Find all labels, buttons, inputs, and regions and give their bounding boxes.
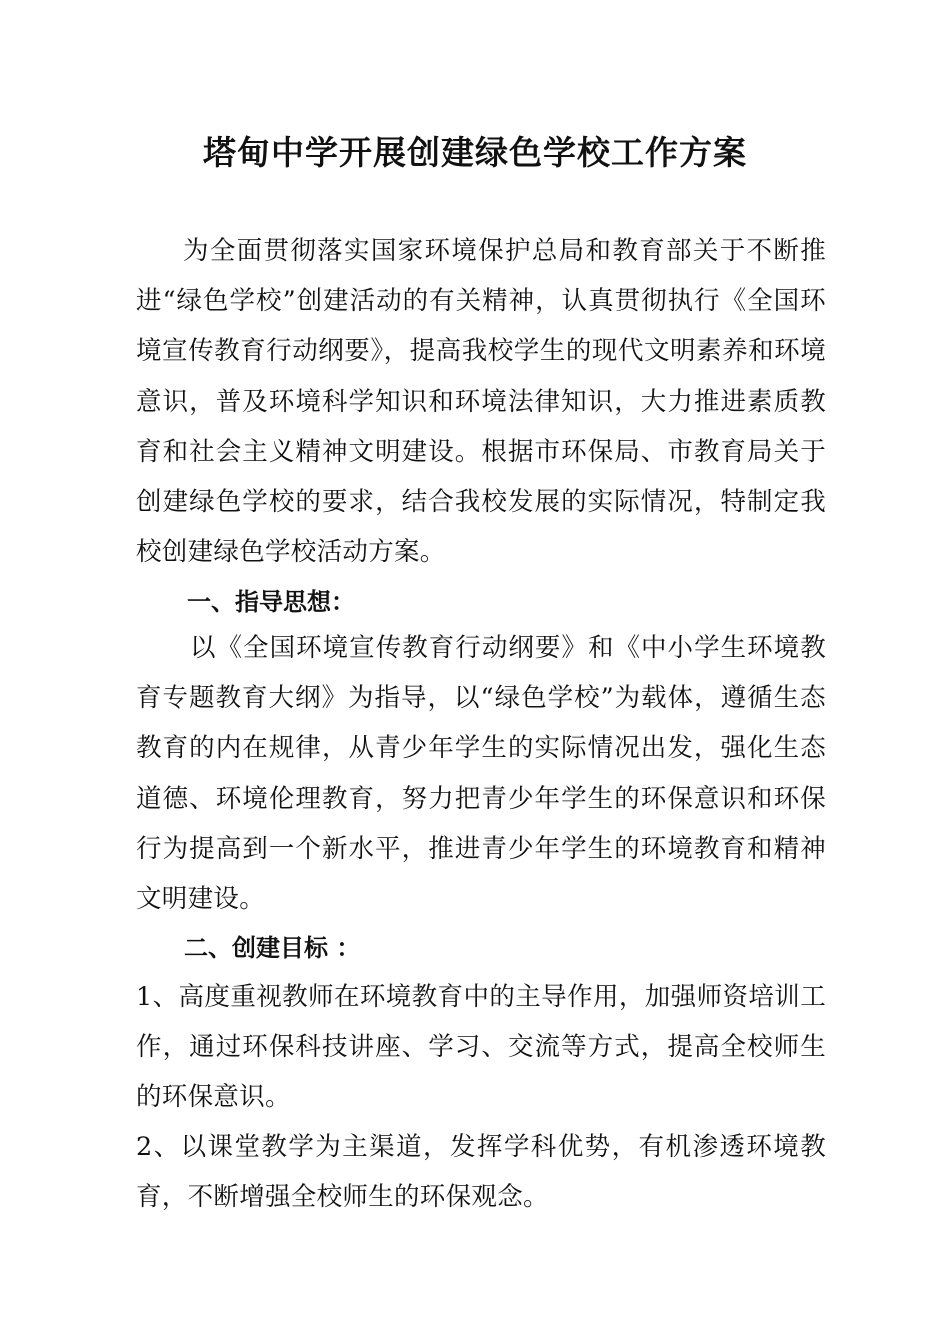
goal-item-1: 1、高度重视教师在环境教育中的主导作用，加强师资培训工作，通过环保科技讲座、学习、交流等方式，提高全校师生的环保意识。 — [136, 982, 826, 1113]
intro-paragraph: 为全面贯彻落实国家环境保护总局和教育部关于不断推进“绿色学校”创建活动的有关精神，认真贯彻执行《全国环境宣传教育行动纲要》，提高我校学生的现代文明素养和环境意识，普及环境科学知识和环境法律知识，大力推进素质教育和社会主义精神文明建设。根据市环保局、市教育局关于创建绿色学校的要求，结合我校发展的实际情况，特制定我校创建绿色学校活动方案。 — [136, 236, 826, 568]
document-title: 塔甸中学开展创建绿色学校工作方案 — [203, 133, 747, 172]
guiding-ideology-paragraph: 以《全国环境宣传教育行动纲要》和《中小学生环境教育专题教育大纲》为指导，以“绿色学校”为载体，遵循生态教育的内在规律，从青少年学生的实际情况出发，强化生态道德、环境伦理教育，努力把青少年学生的环保意识和环保行为提高到一个新水平，推进青少年学生的环境教育和精神文明建设。 — [136, 633, 826, 915]
section-heading-guiding-ideology: 一、指导思想： — [187, 588, 355, 616]
goal-item-2: 2、以课堂教学为主渠道，发挥学科优势，有机渗透环境教育，不断增强全校师生的环保观念。 — [136, 1132, 826, 1213]
section-heading-creation-goals: 二、创建目标 ： — [184, 934, 361, 962]
